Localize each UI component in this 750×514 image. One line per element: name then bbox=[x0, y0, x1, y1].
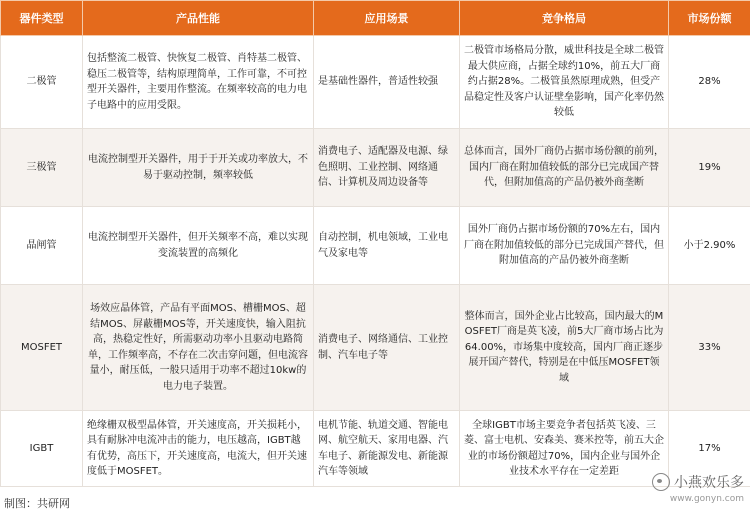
table-row bbox=[1, 411, 750, 487]
table-row bbox=[1, 207, 750, 285]
performance-cell: 包括整流二极管、快恢复二极管、肖特基二极管、稳压二极管等，结构原理简单，工作可靠，不可控型开关器件，主要用作整流。在频率较高的电力电子电路中的应用受限。 bbox=[83, 36, 314, 129]
competition-cell: 整体而言，国外企业占比较高，国内最大的MOSFET厂商是英飞凌，前5大厂商市场占比为64.00%，市场集中度较高，国内厂商正逐步展开国产替代，特别是在中低压MOSFET领域 bbox=[460, 285, 669, 411]
competition-cell: 二极管市场格局分散，威世科技是全球二极管最大供应商，占据全球约10%，前五大厂商约占据28%。二极管虽然原理成熟，但受产品稳定性及客户认证壁垒影响，国产化率仍然较低 bbox=[460, 36, 669, 129]
source-caption: 制图：共研网 bbox=[4, 497, 70, 510]
applications-cell: 电机节能、轨道交通、智能电网、航空航天、家用电器、汽车电子、新能源发电、新能源汽车等领域 bbox=[314, 411, 460, 487]
market-share-cell: 33% bbox=[669, 285, 750, 411]
applications-cell: 消费电子、网络通信、工业控制、汽车电子等 bbox=[314, 285, 460, 411]
performance-cell: 电流控制型开关器件，但开关频率不高，难以实现变流装置的高频化 bbox=[83, 207, 314, 285]
competition-cell: 全球IGBT市场主要竞争者包括英飞凌、三菱、富士电机、安森美、赛米控等，前五大企业的市场份额超过70%，国内企业与国外企业技术水平存在一定差距 bbox=[460, 411, 669, 487]
wechat-account-name: 小燕欢乐多 bbox=[674, 475, 744, 491]
applications-cell: 是基础性器件，普适性较强 bbox=[314, 36, 460, 129]
header-device-type: 器件类型 bbox=[1, 1, 83, 36]
header-applications: 应用场景 bbox=[314, 1, 460, 36]
market-share-cell: 19% bbox=[669, 129, 750, 207]
market-share-cell: 17% bbox=[669, 411, 750, 487]
table-row bbox=[1, 129, 750, 207]
header-competition: 竞争格局 bbox=[460, 1, 669, 36]
device-type-cell: 二极管 bbox=[1, 36, 83, 129]
competition-cell: 总体而言，国外厂商仍占据市场份额的前列，国内厂商在附加值较低的部分已完成国产替代，但附加值高的产品仍被外商垄断 bbox=[460, 129, 669, 207]
table-row bbox=[1, 36, 750, 129]
website-url: www.gonyn.com bbox=[669, 494, 744, 504]
performance-cell: 电流控制型开关器件，用于于开关或功率放大，不易于驱动控制，频率较低 bbox=[83, 129, 314, 207]
competition-cell: 国外厂商仍占据市场份额的70%左右，国内厂商在附加值较低的部分已完成国产替代，但附加值高的产品仍被外商垄断 bbox=[460, 207, 669, 285]
device-type-cell: 晶闸管 bbox=[1, 207, 83, 285]
header-market-share: 市场份额 bbox=[669, 1, 750, 36]
header-performance: 产品性能 bbox=[83, 1, 314, 36]
market-share-cell: 小于2.90% bbox=[669, 207, 750, 285]
wechat-icon bbox=[652, 473, 670, 491]
table-header-row bbox=[1, 1, 750, 36]
performance-cell: 场效应晶体管，产品有平面MOS、槽栅MOS、超结MOS、屏蔽栅MOS等，开关速度快，输入阻抗高，热稳定性好，所需驱动功率小且驱动电路简单，工作频率高，不存在二次击穿问题，但电流容量小，耐压低，一般只适用于功率不超过10kw的电力电子装置。 bbox=[83, 285, 314, 411]
applications-cell: 消费电子、适配器及电源、绿色照明、工业控制、网络通信、计算机及周边设备等 bbox=[314, 129, 460, 207]
device-type-cell: 三极管 bbox=[1, 129, 83, 207]
applications-cell: 自动控制，机电领域，工业电气及家电等 bbox=[314, 207, 460, 285]
watermark bbox=[652, 472, 744, 504]
device-type-cell: IGBT bbox=[1, 411, 83, 487]
device-type-cell: MOSFET bbox=[1, 285, 83, 411]
table-row bbox=[1, 285, 750, 411]
market-share-cell: 28% bbox=[669, 36, 750, 129]
performance-cell: 绝缘栅双极型晶体管，开关速度高，开关损耗小，具有耐脉冲电流冲击的能力，电压越高，IGBT越有优势，高压下，开关速度高，电流大，但开关速度低于MOSFET。 bbox=[83, 411, 314, 487]
wechat-watermark bbox=[652, 472, 744, 492]
